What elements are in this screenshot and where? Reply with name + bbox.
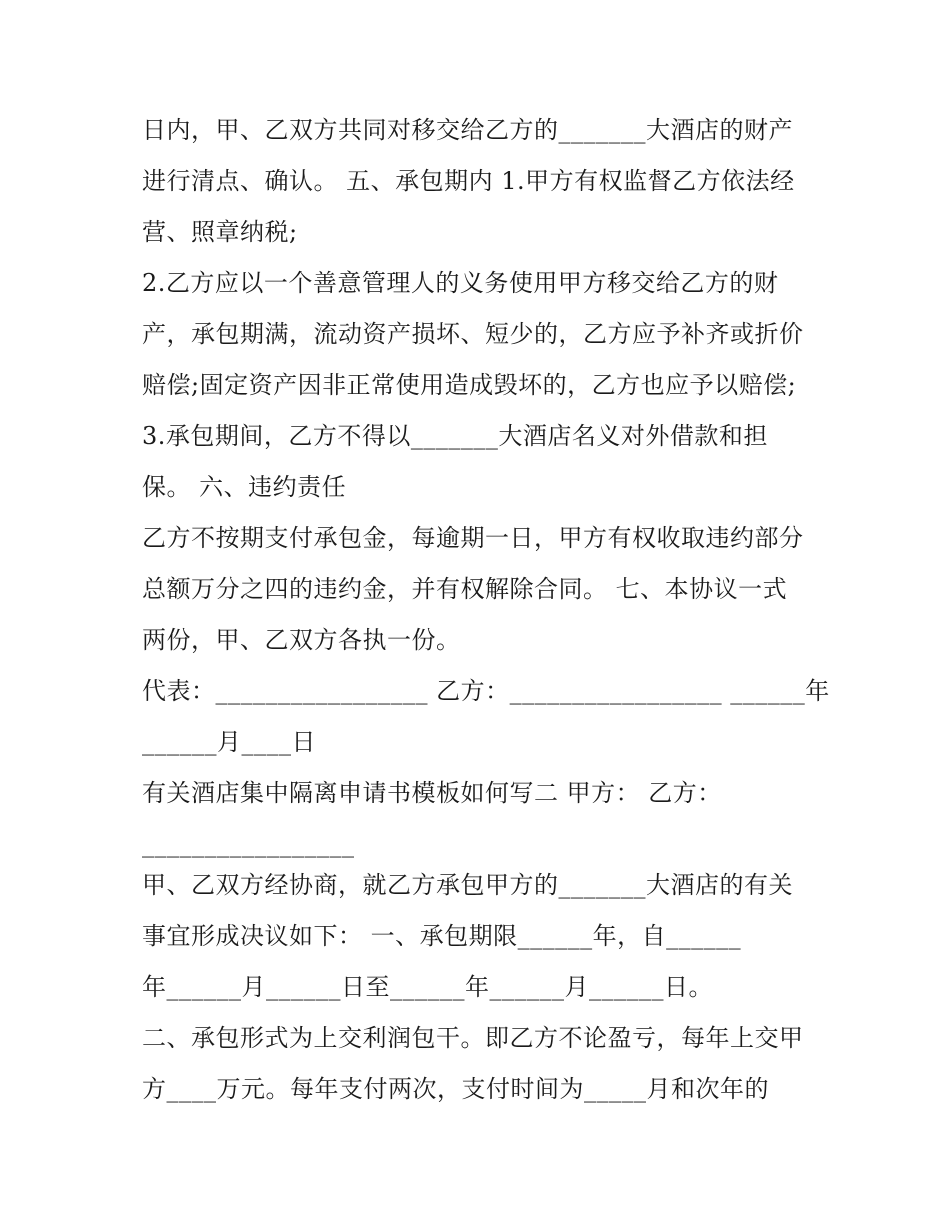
paragraph-line: 年______月______日至______年______月______日。: [142, 973, 713, 1001]
date-line: ______月____日: [142, 728, 316, 756]
paragraph-line: 总额万分之四的违约金，并有权解除合同。 七、本协议一式: [142, 575, 788, 603]
paragraph-line: 事宜形成决议如下： 一、承包期限______年，自______: [142, 922, 742, 950]
paragraph-line: 乙方不按期支付承包金，每逾期一日，甲方有权收取违约部分: [142, 524, 804, 552]
paragraph-line: 营、照章纳税;: [142, 218, 298, 246]
paragraph-line: 2.乙方应以一个善意管理人的义务使用甲方移交给乙方的财: [142, 269, 779, 297]
paragraph-line: 两份，甲、乙双方各执一份。: [142, 626, 461, 654]
paragraph-line: 日内，甲、乙双方共同对移交给乙方的_______大酒店的财产: [142, 116, 793, 144]
paragraph-line: 甲、乙双方经协商，就乙方承包甲方的_______大酒店的有关: [142, 871, 793, 899]
paragraph-line: 3.承包期间，乙方不得以_______大酒店名义对外借款和担: [142, 422, 768, 450]
paragraph-line: 方____万元。每年支付两次，支付时间为_____月和次年的: [142, 1075, 769, 1103]
signature-line: 代表：_________________ 乙方：_________________ ______年: [142, 677, 830, 705]
document-title-line: 有关酒店集中隔离申请书模板如何写二 甲方： 乙方：: [142, 779, 722, 807]
blank-fill-line: _________________: [142, 830, 355, 858]
paragraph-line: 进行清点、确认。 五、承包期内 1.甲方有权监督乙方依法经: [142, 167, 795, 195]
paragraph-line: 赔偿;固定资产因非正常使用造成毁坏的，乙方也应予以赔偿;: [142, 371, 797, 399]
paragraph-line: 产，承包期满，流动资产损坏、短少的，乙方应予补齐或折价: [142, 320, 804, 348]
section-heading-line: 保。 六、违约责任: [142, 473, 347, 501]
paragraph-line: 二、承包形式为上交利润包干。即乙方不论盈亏，每年上交甲: [142, 1024, 804, 1052]
